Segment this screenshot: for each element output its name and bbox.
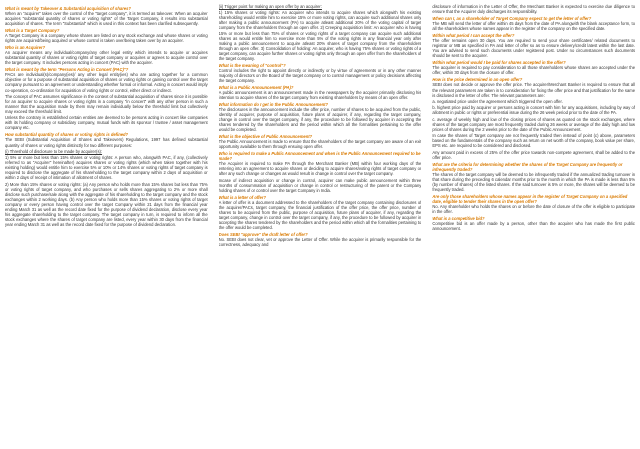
faq-paragraph: 1) 5% or more but less than 15% shares or voting rights: A person who, alongwith PAC, if any, (collectively referred to as "Acquirer" hereinafter) acquires shares or voting rights (which when taken together with his existing holding) would entitle him to exercise 5% or 10% or 14% shares or voting rights of target company is required to disclose the aggregate of his shareholding to the target company within 2 days of acquisition or within 2 days of receipt of intimation of allotment of shares. (5, 155, 208, 181)
faq-paragraph: The SEBI (Substantial Acquisition of Shares and Takeovers) Regulations, 1997 has defined substantial quantity of shares or voting rights distinctly for two different purposes: (5, 137, 208, 148)
faq-paragraph: Competitive bid is an offer made by a person, other than the acquirer who has made the first public announcement. (432, 220, 636, 231)
faq-paragraph: SEBI does not decide or approve the offer price. The acquirer/Merchant Banker is required to ensure that all the relevant parameters are taken in to consideration for fixing the offer price and that justification for the same is disclosed in the letter of offer. The relevant parameters are: (432, 82, 636, 98)
faq-paragraph: A Target Company is a company whose shares are listed on any stock exchange and whose shares or voting rights are acquired/being acquired or whose control is taken over/being taken over by an acquirer. (5, 33, 208, 44)
faq-paragraph: Incase of indirect acquisition or change in control, acquirer can make public announcement within three months of consummation of acquisition or change in control or restructuring of the parent or the Company holding shares of or control over the target Company in India. (218, 177, 422, 193)
faq-paragraph: disclosure of information in the Letter of Offer, the Merchant Banker is expected to exercise due diligence to ensure that the Acquirer duly discharges its responsibility. (432, 4, 636, 15)
faq-paragraph: The Acquirer is required to make PA through the Merchant Banker (MB) within four working days of the entering into an agreement to acquire shares or deciding to acquire shares/voting rights of target company or after any such change or changes as would result in change in control over the target company. (218, 161, 422, 177)
faq-question: Does SEBI "approve" the draft letter of offer? (218, 232, 308, 238)
faq-question: What is meant by Takeover & Substantial acquisition of shares? (5, 6, 131, 11)
faq-paragraph: a. negotiated price under the agreement which triggered the open offer. (432, 98, 563, 104)
faq-paragraph: The disclosures in the announcement include the offer price, number of shares to be acquired from the public, identity of acquirer, purpose of acquisition, future plans of acquirer, if any, regarding the target company, change in control over the target company, if any, the procedure to be followed by acquirer in accepting the shares tendered by the shareholders and the period within which all the formalities pertaining to the offer would be completed. (218, 107, 422, 133)
column-left (5, 4, 208, 446)
faq-paragraph: 2) More than 15% shares or voting rights: (a) Any person who holds more than 15% shares but less than 75% or voting rights of target company, and who purchases or sells shares aggregating to 2% or more shall disclose such purchase/sale along with the aggregate of his shareholding to the target company and the stock exchanges within 2 working days. (b) Any person who holds more than 15% shares or voting rights of target company or every person having control over the target Company within 21 days from the financial year ending March 31 as well as the record date fixed for the purpose of dividend declaration, disclose every year his aggregate shareholding to the target company. The target company in turn, is required to inform all the stock exchanges where the shares of target company are listed, every year within 30 days from the financial year ending March 31 as well as the record date fixed for the purpose of dividend declaration. (5, 181, 208, 228)
faq-paragraph: Control includes the right to appoint directly or indirectly or by virtue of agreements or in any other manner majority of directors on the Board of the target company or to control management or policy decisions affecting the target company. (218, 67, 422, 83)
faq-question: What is the meaning of "control"? (218, 62, 286, 68)
faq-paragraph: The concept of PAC assumes significance in the context of substantial acquisition of shares since it is possible for an acquirer to acquire shares or voting rights in a company "in concert" with any other person in such a manner that the acquisition made by them may remain individually below the threshold limit but collectively may exceed the threshold limit. (5, 93, 208, 114)
faq-question: How is the price determined in an open offer? (432, 77, 523, 83)
faq-question: What information do I get in the Public Announcement? (218, 102, 329, 108)
faq-paragraph: No. Any shareholder who holds the shares on or before the date of closure of the offer is eligible to participate in the offer. (432, 203, 636, 214)
faq-question: What is a Target Company? (5, 28, 60, 34)
faq-question: Are only those shareholders whose names appear in the register of Target Company on a specified date, eligible to tender their shares in the open offer? (432, 193, 628, 204)
faq-question: Who is required to make a Public Announcement and when is the Public Announcement required to be made? (218, 151, 421, 162)
faq-paragraph: A public announcement is an announcement made in the newspapers by the acquirer primarily disclosing his intention to acquire shares of the target company from existing shareholders by means of an open offer. (218, 89, 422, 100)
faq-paragraph: b. highest price paid by acquirer or persons acting in concert with him for any acquisitions, including by way of allotment in public or rights or preferential issue during the 26 week period prior to the date of the PA. (432, 105, 636, 116)
faq-paragraph: Unless the contrary is established certain entities are deemed to be persons acting in concert like companies with its holding company or subsidiary company, mutual funds with its sponsor / trustee / asset management company etc. (5, 115, 208, 131)
faq-paragraph: PACs are individual(s)/company(ies)/ any other legal entity(ies) who are acting together for a common objective or for a purpose of substantial acquisition of shares or voting rights or gaining control over the target company pursuant to an agreement or understanding whether formal or informal. Acting in concert would imply co-operation, co-ordination for acquisition of voting rights or control, either direct or indirect. (5, 72, 208, 93)
faq-paragraph: 1) 15% shares or voting rights: An acquirer who intends to acquire shares which alongwith his existing shareholding would entitle him to exercise 15% or more voting rights, can acquire such additional shares only after making a public announcement (PA) to acquire atleast additional 20% of the voting capital of target company from the shareholders through an open offer. 2) Creeping acquisition limit: An acquirer who is having 15% or more but less than 75% of shares or voting rights of a target company can acquire such additional shares as would entitle him to exercise more than 5% of the voting rights in any financial year only after making a public announcement to acquire atleast 20% shares of target company from the shareholders through an open offer. 3) Consolidation of holding: An acquirer, who is having 75% shares or voting rights of a target company, can acquire further shares or voting rights only through an open offer from the shareholders of the target company. (218, 10, 422, 61)
faq-paragraph: A letter of offer is a document addressed to the shareholders of the target company containing disclosures of the acquirer/PACs, target company, the financial justification of the offer price, the offer price, number of shares to be acquired from the public, purpose of acquisition, future plans of acquirer, if any, regarding the target company, change in control over the target company, if any, the procedure to be followed by acquirer in accepting the shares tendered by the shareholders and the period within which all the formalities pertaining to the offer would be completed. (218, 199, 422, 231)
faq-question: Within what period I can accept the offer? (432, 33, 515, 39)
section-subheading: (ii) Trigger point for making an open offer by an acquirer: (218, 4, 322, 9)
faq-paragraph: Any amount paid in excess of 25% of the offer price towards non-compete agreement, shall be added to the offer price. (432, 149, 636, 160)
faq-paragraph: When an "acquirer" takes over the control of the "target company", it is termed as takeover. When an acquirer acquires "substantial quantity of shares or voting rights" of the Target Company, it results into substantial acquisition of shares. The term "Substantial" which is used in this context has been clarified subsequently. (5, 11, 208, 27)
faq-paragraph: c. average of weekly high and low of the closing prices of shares as quoted on the stock exchanges, where shares of the target company are most frequently traded during 26 weeks or average of the daily high and low prices of shares during the 2 weeks prior to the date of the Public Announcement. (432, 116, 636, 132)
faq-paragraph: The Public Announcement is made to ensure that the shareholders of the target company are aware of an exit opportunity available to them through ensuing open offer. (218, 139, 422, 150)
faq-question: How substantial quantity of shares or voting rights is defined? (5, 132, 129, 138)
faq-paragraph: The offer remains open 30 days. You are required to send your share certificates/ related documents to registrar or MB as specified in PA and letter of offer so as to ensure delivery/credit latest within the last date. You are advised to send such documents under registered post. Under no circumstances such documents should be sent to the acquirer. (432, 38, 636, 59)
faq-paragraph: The shares of the target company will be deemed to be infrequently traded if the annualized trading turnover in that share during the preceding 6 calendar months prior to the month in which the PA is made is less than 5% (by number of shares) of the listed shares. If the said turnover is 5% or more, the shares will be deemed to be frequently traded. (432, 171, 636, 192)
faq-paragraph: The acquirer is required to pay consideration to all those shareholders whose shares are accepted under the offer, within 30 days from the closure of offer. (432, 65, 636, 76)
faq-paragraph: No. SEBI does not clear, vet or approve the Letter of Offer. While the acquirer is primarily responsible for the correctness, adequacy and (218, 237, 422, 248)
faq-paragraph: The MB will send the letter of offer within 45 days from the date of PA alongwith the blank acceptance form, to all the shareholders whose names appear in the register of the company on the specified date. (432, 21, 636, 32)
section-subheading: (i) Threshold of disclosure to be made by acquirer(s): (5, 148, 103, 154)
faq-question: What are the criteria for determining whether the shares of the Target Company are frequently or infrequently traded? (432, 161, 623, 172)
faq-question: What is the objective of Public Announcement? (218, 134, 313, 140)
faq-question: What is meant by the term "Persons Acting in Concert (PAC)"? (5, 67, 129, 73)
faq-question: What is a letter of offer? (218, 194, 266, 200)
faq-question: What is a Public Announcement (PA)? (218, 84, 294, 90)
column-right (432, 4, 635, 446)
column-middle (219, 4, 422, 446)
faq-paragraph: In case the shares of Target company are not frequently traded then instead of point (c) above, parameters based on the fundamentals of the company such as return on net worth of the company, book value per share, EPS etc. are required to be considered and disclosed. (432, 133, 636, 149)
faq-paragraph: An acquirer means any individual/company/any other legal entity which intends to acquire or acquires substantial quantity of shares or voting rights of target company or acquires or agrees to acquire control over the target company. It includes persons acting in concert (PAC) with the acquirer. (5, 50, 208, 66)
faq-question: When can I, as a shareholder of Target Company expect to get the letter of offer? (432, 16, 592, 22)
faq-question: What is a competitive bid? (432, 215, 485, 221)
faq-question: Within what period would I be paid for shares accepted in the offer? (432, 60, 566, 66)
faq-question: Who is an Acquirer? (5, 45, 46, 51)
